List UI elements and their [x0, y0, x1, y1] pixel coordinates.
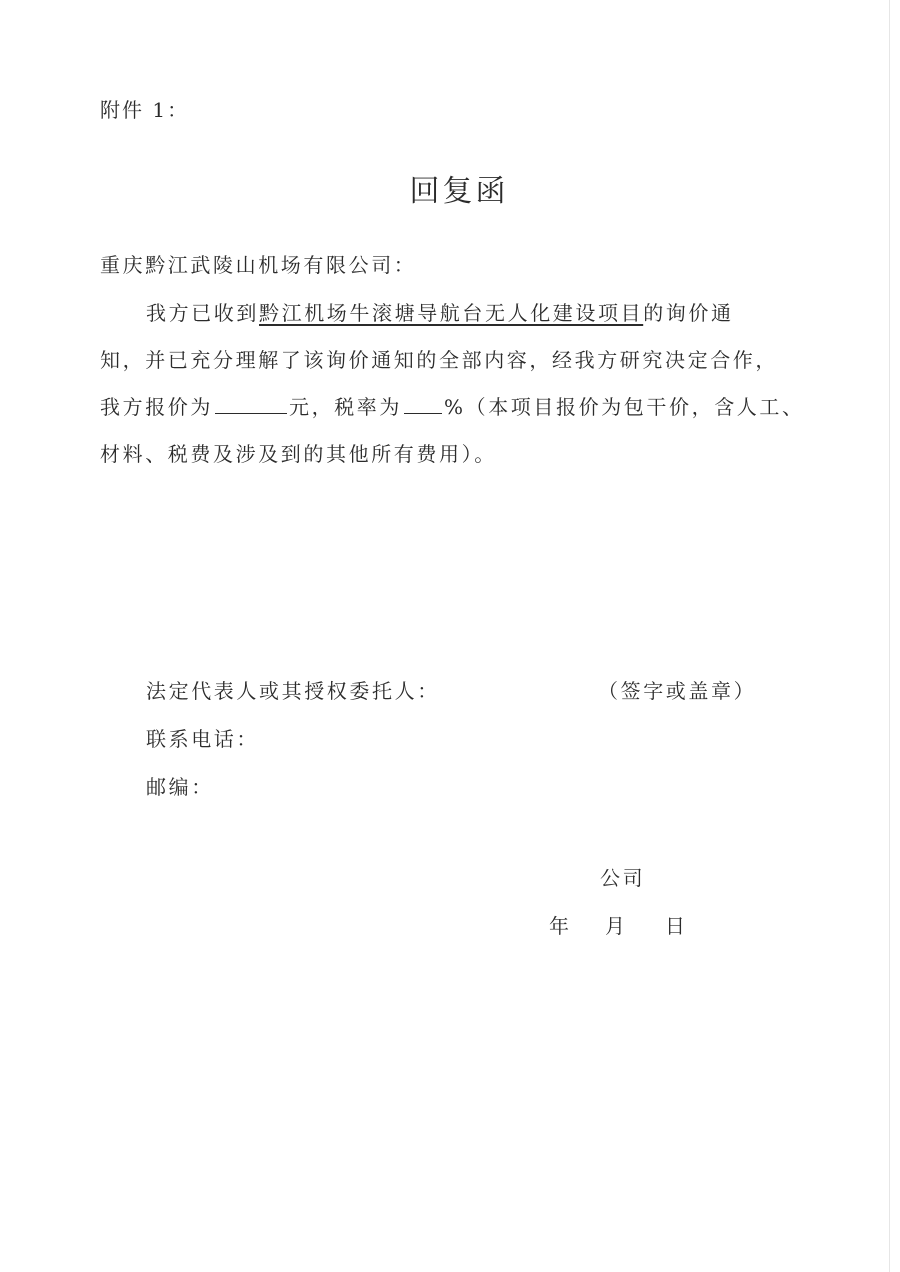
body-line-4: 材料、税费及涉及到的其他所有费用）。: [100, 442, 497, 466]
tax-rate-label: 元，税率为: [289, 395, 402, 419]
date-day: 日: [665, 914, 685, 938]
date-line: [549, 910, 685, 939]
representative-label: 法定代表人或其授权委托人：: [146, 679, 440, 703]
company-suffix: 公司: [600, 866, 646, 890]
sign-or-seal-note: （签字或盖章）: [598, 679, 757, 703]
price-label: 我方报价为: [100, 395, 213, 419]
body-line-3-suffix: %（本项目报价为包干价，含人工、: [444, 395, 805, 419]
body-line-1-prefix: 我方已收到: [146, 301, 259, 325]
date-year: 年: [549, 914, 569, 938]
phone-label: 联系电话：: [146, 727, 259, 751]
date-month: 月: [605, 914, 625, 938]
price-blank[interactable]: [215, 395, 287, 414]
body-line-1-suffix: 的询价通: [643, 301, 734, 325]
postcode-label: 邮编：: [146, 775, 214, 799]
body-line-3: [100, 391, 805, 420]
body-line-2: 知，并已充分理解了该询价通知的全部内容，经我方研究决定合作，: [100, 348, 778, 372]
addressee: 重庆黔江武陵山机场有限公司：: [100, 253, 417, 277]
page-title: 回复函: [409, 174, 509, 209]
attachment-label: 附件 1：: [100, 98, 190, 122]
body-line-1: [146, 297, 734, 326]
project-name: 黔江机场牛滚塘导航台无人化建设项目: [259, 301, 644, 325]
tax-rate-blank[interactable]: [404, 395, 442, 414]
